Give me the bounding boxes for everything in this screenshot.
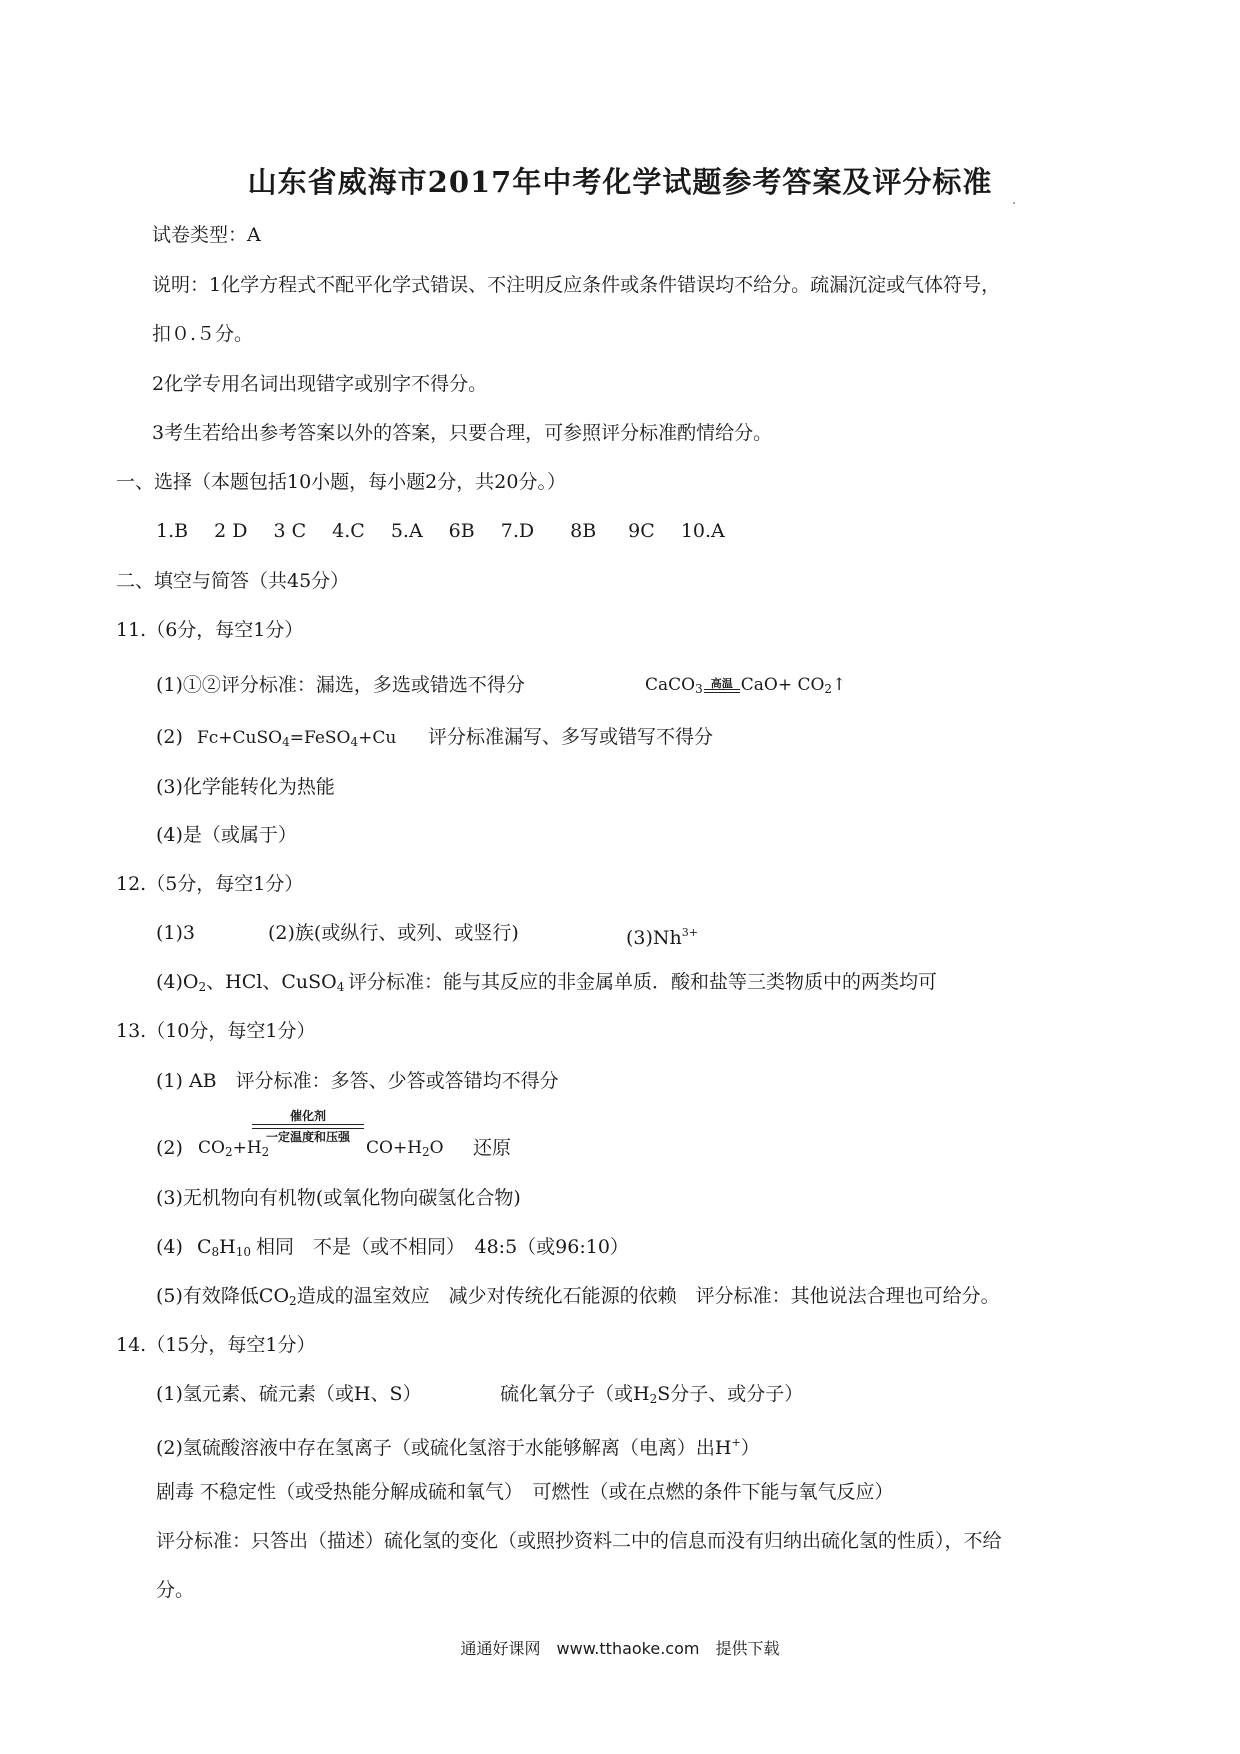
q14-part4b: 分。 — [156, 1579, 195, 1601]
notes-line-2: 2化学专用名词出现错字或别字不得分。 — [152, 373, 488, 395]
q14-part1-a: (1)氢元素、硫元素（或H、S） — [156, 1383, 422, 1405]
q14-part1-b: 硫化氧分子（或$H_2S$分子、或分子） — [500, 1383, 804, 1406]
answer-2: 2 D — [214, 520, 248, 542]
q13-part2-note: 还原 — [473, 1137, 512, 1159]
q12-part3: $(3)Nh^{3+}$ — [626, 926, 698, 949]
page-footer: 通通好课网 www.tthaoke.com 提供下载 — [460, 1639, 780, 1658]
gas-arrow-icon: ↑ — [832, 675, 847, 695]
q13-part5: (5)有效降低$CO_2$造成的温室效应 减少对传统化石能源的依赖 评分标准：其他说法合理也可给分。 — [156, 1285, 1000, 1308]
condition-high-temp: 高温 — [704, 678, 740, 693]
q11-part2-note: 评分标准漏写、多写或错写不得分 — [428, 726, 714, 748]
notes-line-1b: 扣０.５分。 — [152, 323, 254, 345]
answer-7: 7.D — [500, 520, 535, 542]
q12-part1: (1)3 — [156, 922, 196, 944]
page-title: 山东省威海市2017年中考化学试题参考答案及评分标准 — [247, 165, 993, 199]
q13-part1: (1) AB 评分标准：多答、少答或答错均不得分 — [156, 1070, 559, 1092]
q11-part1 — [156, 672, 525, 698]
q13-heading: 13.（10分，每空1分） — [116, 1020, 316, 1042]
choice-answers — [156, 518, 751, 544]
q13-part3: (3)无机物向有机物(或氧化物向碳氢化合物) — [156, 1187, 521, 1209]
q11-part3: (3)化学能转化为热能 — [156, 776, 335, 798]
q12-heading: 12.（5分，每空1分） — [116, 873, 304, 895]
q14-part2: (2)氢硫酸溶液中存在氢离子（或硫化氢溶于水能够解离（电离）出H+） — [156, 1436, 760, 1459]
notes-line-1: 说明：1化学方程式不配平化学式错误、不注明反应条件或条件错误均不给分。疏漏沉淀或气体符号， — [152, 274, 1001, 296]
q13-part4: (4) $C_8H_{10}$ — [156, 1236, 252, 1259]
q11-equation-fe: Fc+CuSO$_4$=FeSO$_4$+Cu — [196, 728, 397, 749]
answer-10: 10.A — [680, 520, 725, 542]
notes-line-3: 3考生若给出参考答案以外的答案，只要合理，可参照评分标准酌情给分。 — [152, 422, 773, 444]
q11-heading: 11.（6分，每空1分） — [116, 619, 304, 641]
paper-type: 试卷类型：A — [152, 224, 261, 246]
answer-8: 8B — [570, 520, 597, 542]
answer-9: 9C — [628, 520, 655, 542]
q14-part4: 评分标准：只答出（描述）硫化氢的变化（或照抄资料二中的信息而没有归纳出硫化氢的性质），不给 — [156, 1530, 1002, 1552]
q13-equation-co2: $CO_2+H_2$ — [198, 1138, 270, 1159]
q13-part4-rest: 相同 不是（或不相同） 48:5（或96:10） — [256, 1236, 629, 1258]
condition-catalyst: 催化剂 一定温度和压强 — [252, 1109, 364, 1144]
section1-heading: 一、选择（本题包括10小题，每小题2分，共20分。） — [116, 471, 566, 493]
answer-6: 6B — [448, 520, 475, 542]
q11-part4: (4)是（或属于） — [156, 824, 297, 846]
q13-part2-label: (2) — [156, 1137, 183, 1159]
answer-3: 3 C — [273, 520, 307, 542]
q13-equation-products: $CO+H_2O$ — [366, 1138, 444, 1159]
q14-heading: 14.（15分，每空1分） — [116, 1334, 316, 1356]
answer-1: 1.B — [156, 520, 189, 542]
stray-dot — [1013, 202, 1015, 204]
q12-part4-note: 评分标准：能与其反应的非金属单质．酸和盐等三类物质中的两类均可 — [348, 971, 938, 993]
q14-part3: 剧毒 不稳定性（或受热能分解成硫和氧气） 可燃性（或在点燃的条件下能与氧气反应） — [156, 1481, 894, 1503]
q12-part4: $(4)O_2$、HCl、CuSO$_4$ — [156, 971, 345, 994]
answer-4: 4.C — [332, 520, 365, 542]
q12-part2: (2)族(或纵行、或列、或竖行) — [268, 922, 519, 944]
section2-heading: 二、填空与简答（共45分） — [116, 570, 350, 592]
q11-part2: (2) Fc+CuSO$_4$=FeSO$_4$+Cu — [156, 726, 397, 749]
q11-part1-text: (1)①②评分标准：漏选，多选或错选不得分 — [156, 674, 525, 696]
q11-equation-caco3: CaCO$_3$ 高温 $CaO+ CO_2↑$ — [645, 675, 847, 696]
answer-5: 5.A — [390, 520, 423, 542]
